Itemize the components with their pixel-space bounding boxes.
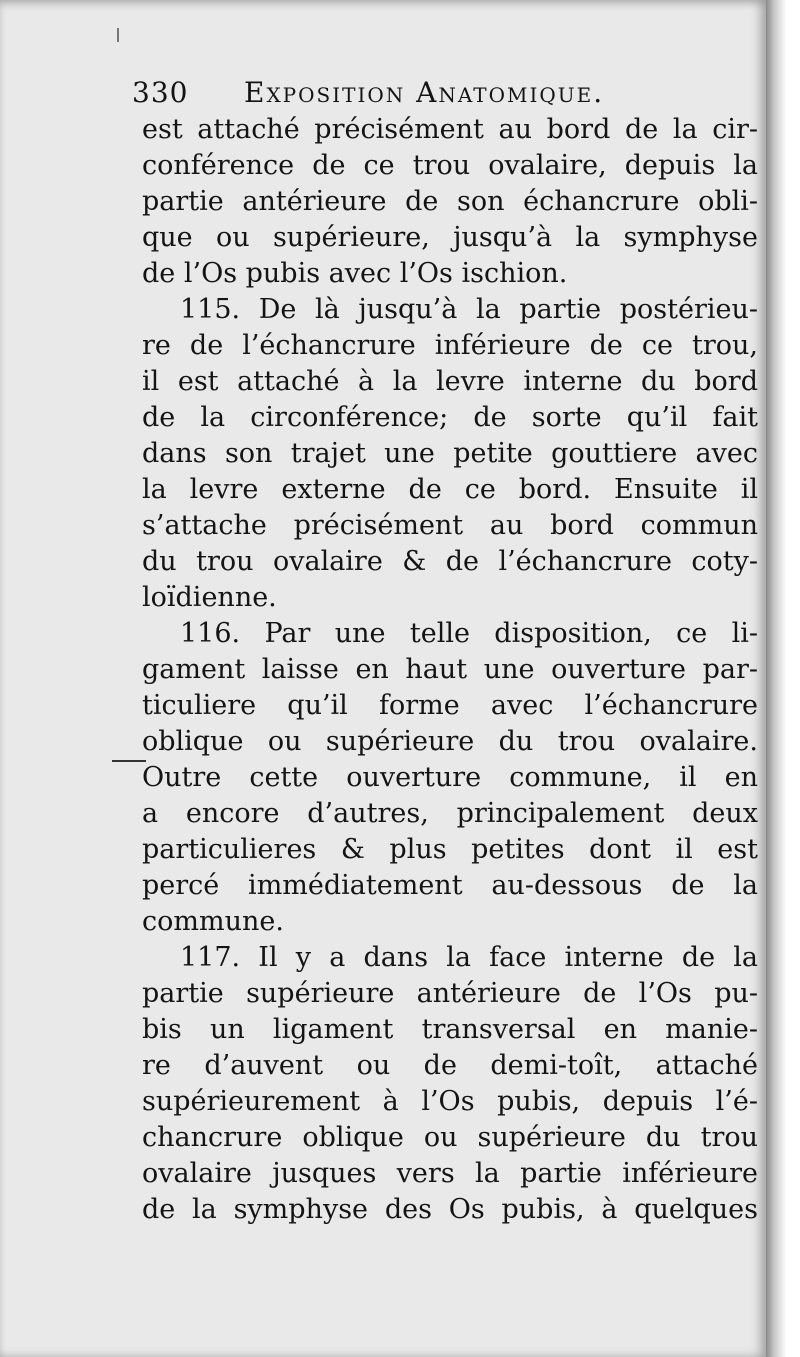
text-line: partie antérieure de son échancrure obli-: [142, 186, 758, 217]
running-head: [132, 76, 732, 116]
text-line: supérieurement à l’Os pubis, depuis l’é-: [142, 1086, 758, 1117]
text-line: est attaché précisément au bord de la cir-: [142, 114, 758, 145]
text-line: 117. Il y a dans la face interne de la: [180, 942, 758, 973]
page-edge-shadow: [766, 0, 800, 1357]
body-text: [142, 112, 758, 1228]
margin-dash: [112, 760, 146, 762]
page-number: 330: [132, 76, 189, 109]
text-line: a encore d’autres, principalement deux: [142, 798, 758, 829]
ink-mark: [117, 28, 119, 42]
text-line: de l’Os pubis avec l’Os ischion.: [142, 258, 568, 289]
text-line: bis un ligament transversal en manie-: [142, 1014, 758, 1045]
text-line: du trou ovalaire & de l’échancrure coty-: [142, 546, 758, 577]
text-line: 116. Par une telle disposition, ce li-: [180, 618, 758, 649]
text-line: re de l’échancrure inférieure de ce trou,: [142, 330, 758, 361]
text-line: partie supérieure antérieure de l’Os pu-: [142, 978, 758, 1009]
running-title: Exposition Anatomique.: [244, 76, 605, 109]
text-line: oblique ou supérieure du trou ovalaire.: [142, 726, 758, 757]
text-line: re d’auvent ou de demi-toît, attaché: [142, 1050, 758, 1081]
text-line: de la symphyse des Os pubis, à quelques: [142, 1194, 758, 1225]
text-line: percé immédiatement au-dessous de la: [142, 870, 758, 901]
text-line: chancrure oblique ou supérieure du trou: [142, 1122, 758, 1153]
text-line: que ou supérieure, jusqu’à la symphyse: [142, 222, 758, 253]
text-line: 115. De là jusqu’à la partie postérieu-: [180, 294, 758, 325]
text-line: ovalaire jusques vers la partie inférieure: [142, 1158, 758, 1189]
text-line: commune.: [142, 906, 284, 937]
text-line: de la circonférence; de sorte qu’il fait: [142, 402, 758, 433]
text-line: dans son trajet une petite gouttiere avec: [142, 438, 758, 469]
text-line: conférence de ce trou ovalaire, depuis la: [142, 150, 758, 181]
text-line: s’attache précisément au bord commun: [142, 510, 758, 541]
text-line: Outre cette ouverture commune, il en: [142, 762, 758, 793]
text-line: la levre externe de ce bord. Ensuite il: [142, 474, 758, 505]
text-line: ticuliere qu’il forme avec l’échancrure: [142, 690, 758, 721]
text-line: il est attaché à la levre interne du bord: [142, 366, 758, 397]
text-line: loïdienne.: [142, 582, 277, 613]
text-line: particulieres & plus petites dont il est: [142, 834, 758, 865]
text-line: gament laisse en haut une ouverture par-: [142, 654, 758, 685]
